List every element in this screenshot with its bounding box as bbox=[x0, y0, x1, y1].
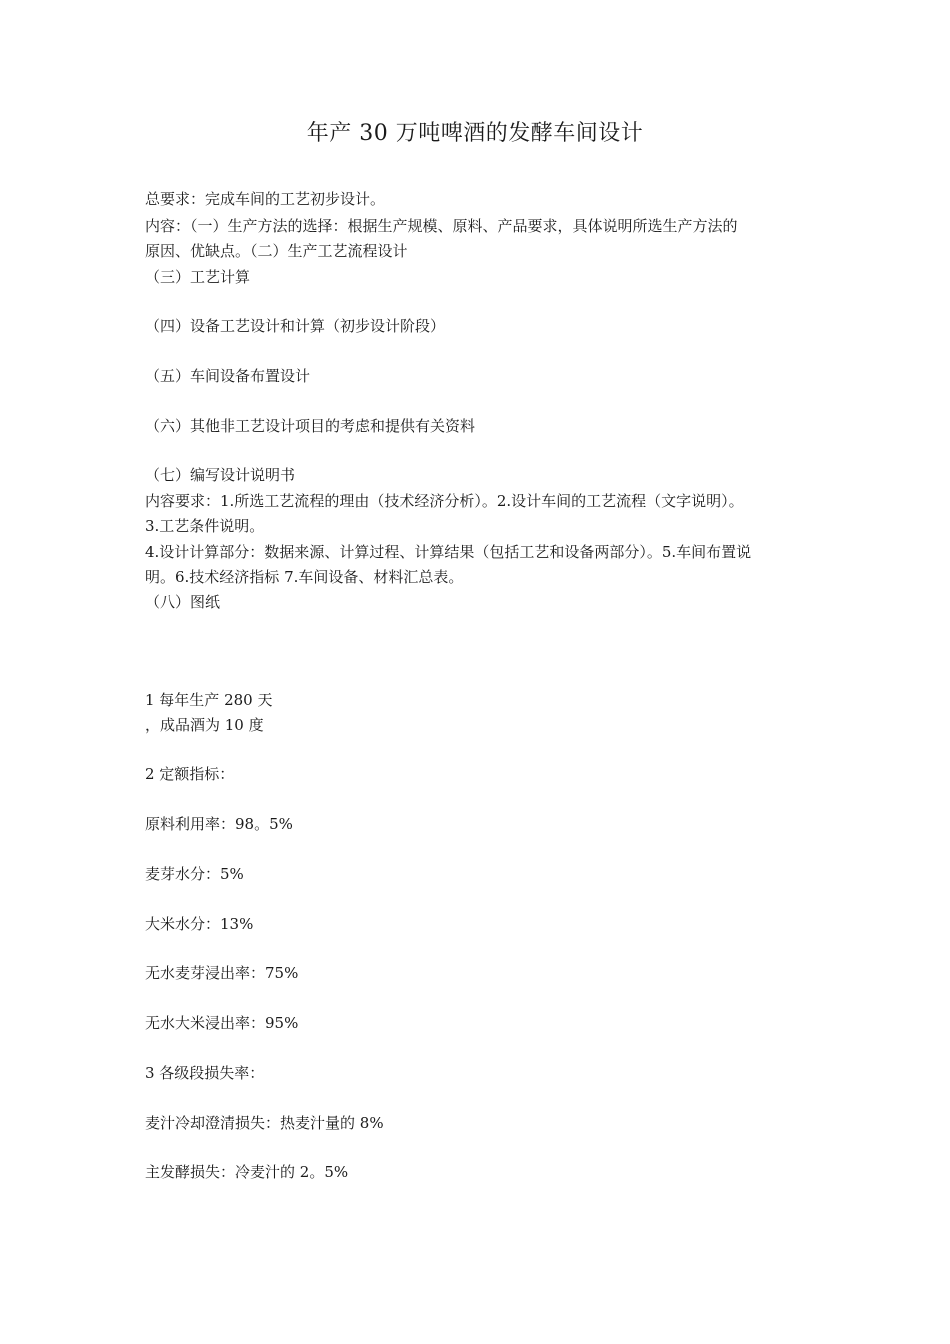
text-line-general-requirement: 总要求：完成车间的工艺初步设计。 bbox=[145, 190, 386, 208]
text-line-rice-moisture: 大米水分：13% bbox=[145, 915, 254, 933]
text-line-item-1b: ，成品酒为 10 度 bbox=[145, 716, 264, 734]
text-line-main-fermentation-loss: 主发酵损失：冷麦汁的 2。5% bbox=[145, 1163, 349, 1181]
document-title: 年产 30 万吨啤酒的发酵车间设计 bbox=[306, 121, 644, 146]
text-line-content-requirements-4: 明。6.技术经济指标 7.车间设备、材料汇总表。 bbox=[145, 568, 464, 586]
text-line-content-1: 内容：（一）生产方法的选择：根据生产规模、原料、产品要求，具体说明所选生产方法的 bbox=[145, 217, 738, 235]
text-line-section-3: （三）工艺计算 bbox=[145, 268, 251, 286]
text-line-malt-moisture: 麦芽水分：5% bbox=[145, 865, 244, 883]
text-line-section-7: （七）编写设计说明书 bbox=[145, 466, 296, 484]
text-line-item-1a: 1 每年生产 280 天 bbox=[145, 691, 273, 709]
text-line-item-2: 2 定额指标： bbox=[145, 765, 235, 783]
text-line-rice-extract-rate: 无水大米浸出率：95% bbox=[145, 1014, 299, 1032]
text-line-section-4: （四）设备工艺设计和计算（初步设计阶段） bbox=[145, 317, 446, 335]
text-line-item-3: 3 各级段损失率： bbox=[145, 1064, 265, 1082]
text-line-content-requirements-1: 内容要求：1.所选工艺流程的理由（技术经济分析）。2.设计车间的工艺流程（文字说明）。 bbox=[145, 492, 744, 510]
text-line-section-8: （八）图纸 bbox=[145, 593, 221, 611]
text-line-raw-material-utilization: 原料利用率：98。5% bbox=[145, 815, 293, 833]
text-line-section-6: （六）其他非工艺设计项目的考虑和提供有关资料 bbox=[145, 417, 476, 435]
text-line-malt-extract-rate: 无水麦芽浸出率：75% bbox=[145, 964, 299, 982]
text-line-content-2: 原因、优缺点。（二）生产工艺流程设计 bbox=[145, 242, 408, 260]
text-line-wort-cooling-loss: 麦汁冷却澄清损失：热麦汁量的 8% bbox=[145, 1114, 384, 1132]
text-line-section-5: （五）车间设备布置设计 bbox=[145, 367, 311, 385]
text-line-content-requirements-2: 3.工艺条件说明。 bbox=[145, 517, 265, 535]
text-line-content-requirements-3: 4.设计计算部分：数据来源、计算过程、计算结果（包括工艺和设备两部分）。5.车间布置说 bbox=[145, 543, 752, 561]
